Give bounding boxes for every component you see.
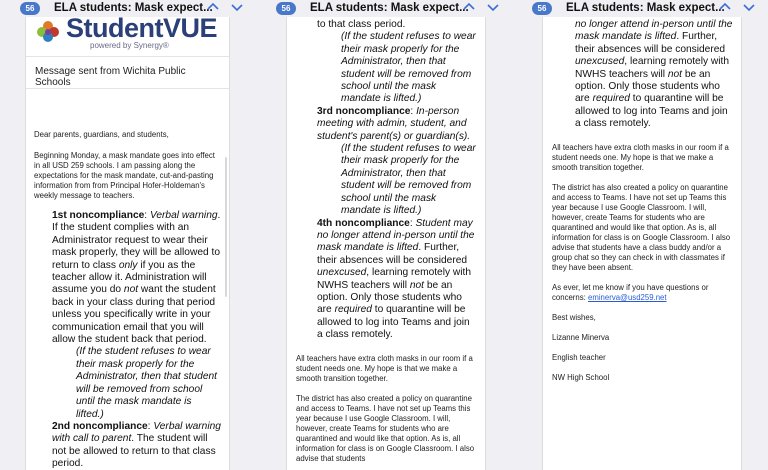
- masks-paragraph: All teachers have extra cloth masks in our room if a student needs one. My hope is that we make a smooth transition together.: [552, 142, 729, 172]
- signature-school: NW High School: [552, 372, 610, 382]
- rule-title: 3rd noncompliance: [317, 105, 411, 117]
- chevron-down-icon[interactable]: [486, 0, 500, 14]
- sent-from-line: Message sent from Wichita Public Schools: [26, 57, 229, 89]
- rule-sub-note: (If the student refuses to wear their mask properly for the Administrator, then that student will be removed from school until the mask mandate is lifted.): [76, 346, 218, 420]
- studentvue-logo-icon: [34, 17, 62, 45]
- rule-title: 2nd noncompliance: [52, 420, 148, 432]
- unread-count-badge[interactable]: 56: [20, 2, 40, 15]
- rule-second-noncompliance-tail: [287, 19, 485, 106]
- screenshot-panel-3: [512, 0, 768, 470]
- signoff: Best wishes,: [552, 312, 596, 322]
- message-header: [256, 0, 512, 17]
- greeting: Dear parents, guardians, and students,: [34, 130, 169, 139]
- rule-text: to that class period.: [317, 19, 406, 30]
- rule-title: 4th noncompliance: [317, 217, 410, 229]
- rule-text: , learning remotely with NWHS teachers will: [317, 267, 472, 291]
- scrollbar[interactable]: [225, 157, 227, 297]
- chevron-up-icon[interactable]: [718, 0, 732, 14]
- rule-text: want the student back in your class during that period unless you specifically write in your communication email that you will allow the student back that period.: [52, 284, 216, 346]
- signature-role: English teacher: [552, 352, 606, 362]
- rule-colon: :: [144, 210, 150, 221]
- rule-emphasis: required: [334, 304, 372, 316]
- rule-colon: :: [147, 420, 154, 432]
- rule-text: . Further, their absences will be considered: [575, 31, 726, 55]
- rule-sub-note: (If the student refuses to wear their mask properly for the Administrator, then that student will be removed from school until the mask mandate is lifted.): [341, 31, 476, 105]
- logo-wordmark: StudentVUE: [66, 17, 218, 43]
- rule-text: , learning remotely with NWHS teachers will: [575, 56, 730, 80]
- masks-paragraph: All teachers have extra cloth masks in our room if a student needs one. My hope is that we make a smooth transition together.: [296, 353, 473, 383]
- intro-paragraph: Beginning Monday, a mask mandate goes into effect in all USD 259 schools. I am passing along the expectations for the mask mandate, cut-and-pasting information from from Principal Hofer-Holdeman's weekly message to teachers.: [34, 151, 215, 200]
- unread-count-badge[interactable]: 56: [276, 2, 296, 15]
- rule-consequence: Verbal warning: [149, 210, 218, 221]
- message-subject: ELA students: Mask expect...: [54, 2, 213, 14]
- rule-consequence: In-person meeting with admin, student, and student's parent(s) or guardian(s).: [317, 105, 471, 142]
- email-link[interactable]: eminerva@usd259.net: [587, 292, 667, 302]
- message-body[interactable]: [25, 17, 230, 470]
- message-subject: ELA students: Mask expect...: [310, 2, 469, 14]
- rule-consequence: no longer attend in-person until the mask mandate is lifted: [575, 19, 733, 43]
- rule-fourth-noncompliance-tail: [543, 19, 741, 131]
- rule-emphasis: required: [592, 93, 630, 105]
- chevron-up-icon[interactable]: [462, 0, 476, 14]
- policy-paragraph: The district has also created a policy on quarantine and access to Teams. I have not set up Teams this year because I use Google Classroom. I will, however, create Teams for students who are quarantined and would like that option. As is, all information for class is on Google Classroom. I also advise that students have a class buddy and/or a group chat so they can check in with classmates if they have been absent.: [552, 182, 731, 272]
- rule-text: to quarantine will be allowed to log into Teams and join a class remotely.: [317, 304, 470, 341]
- rule-emphasis: not: [409, 279, 425, 291]
- chevron-up-icon[interactable]: [206, 0, 220, 14]
- rule-text: be an option. Only those students who are: [317, 279, 462, 316]
- rule-colon: :: [410, 105, 417, 117]
- rule-text: . Further, their absences will be considered: [317, 242, 468, 266]
- rule-text: . The student will not be allowed to return to that class period.: [52, 433, 216, 470]
- rule-emphasis: unexcused: [317, 267, 367, 279]
- message-header: [512, 0, 768, 17]
- rule-second-noncompliance: [26, 421, 229, 470]
- rule-text: be an option. Only those students who are: [575, 68, 720, 105]
- rule-text: . If the student complies with an Administrator request to wear their mask properly, they will be allowed to return to class: [52, 210, 221, 271]
- rule-text: if you as the teacher allow it. Administration will assume you do: [52, 259, 207, 296]
- rule-fourth-noncompliance: [287, 218, 485, 342]
- message-body[interactable]: [542, 17, 742, 470]
- rule-text: to quarantine will be allowed to log into Teams and join a class remotely.: [575, 93, 728, 130]
- rule-emphasis: only: [118, 259, 138, 271]
- screenshot-panel-1: [0, 0, 256, 470]
- policy-paragraph: The district has also created a policy on quarantine and access to Teams. I have not set up Teams this year because I use Google Classroom. I will, however, create Teams for students who are quarantined and would like that option. As is, all information for class is on Google Classroom. I also advise that students: [296, 393, 475, 463]
- message-header: [0, 0, 256, 17]
- rule-title: 1st noncompliance: [52, 210, 145, 221]
- rule-consequence: Student may no longer attend in-person until the mask mandate is lifted: [317, 217, 475, 254]
- screenshot-panel-2: [256, 0, 512, 470]
- chevron-down-icon[interactable]: [230, 0, 244, 14]
- rule-colon: :: [409, 217, 416, 229]
- message-subject: ELA students: Mask expect...: [566, 2, 725, 14]
- rule-emphasis: not: [667, 68, 683, 80]
- rule-third-noncompliance: [287, 106, 485, 218]
- message-body[interactable]: [286, 17, 486, 470]
- rule-consequence: Verbal warning with call to parent: [52, 420, 221, 445]
- logo-tagline: powered by Synergy®: [90, 41, 169, 50]
- rule-first-noncompliance: [26, 210, 229, 421]
- rule-sub-note: (If the student refuses to wear their mask properly for the Administrator, then that student will be removed from school until the mask mandate is lifted.): [341, 143, 476, 217]
- questions-paragraph: [543, 283, 741, 303]
- rule-emphasis: not: [123, 284, 139, 296]
- rule-emphasis: unexcused: [575, 56, 625, 68]
- signature-name: Lizanne Minerva: [552, 332, 610, 342]
- questions-text: As ever, let me know if you have questions or concerns:: [552, 282, 709, 302]
- chevron-down-icon[interactable]: [742, 0, 756, 14]
- unread-count-badge[interactable]: 56: [532, 2, 552, 15]
- studentvue-logo: [26, 17, 229, 57]
